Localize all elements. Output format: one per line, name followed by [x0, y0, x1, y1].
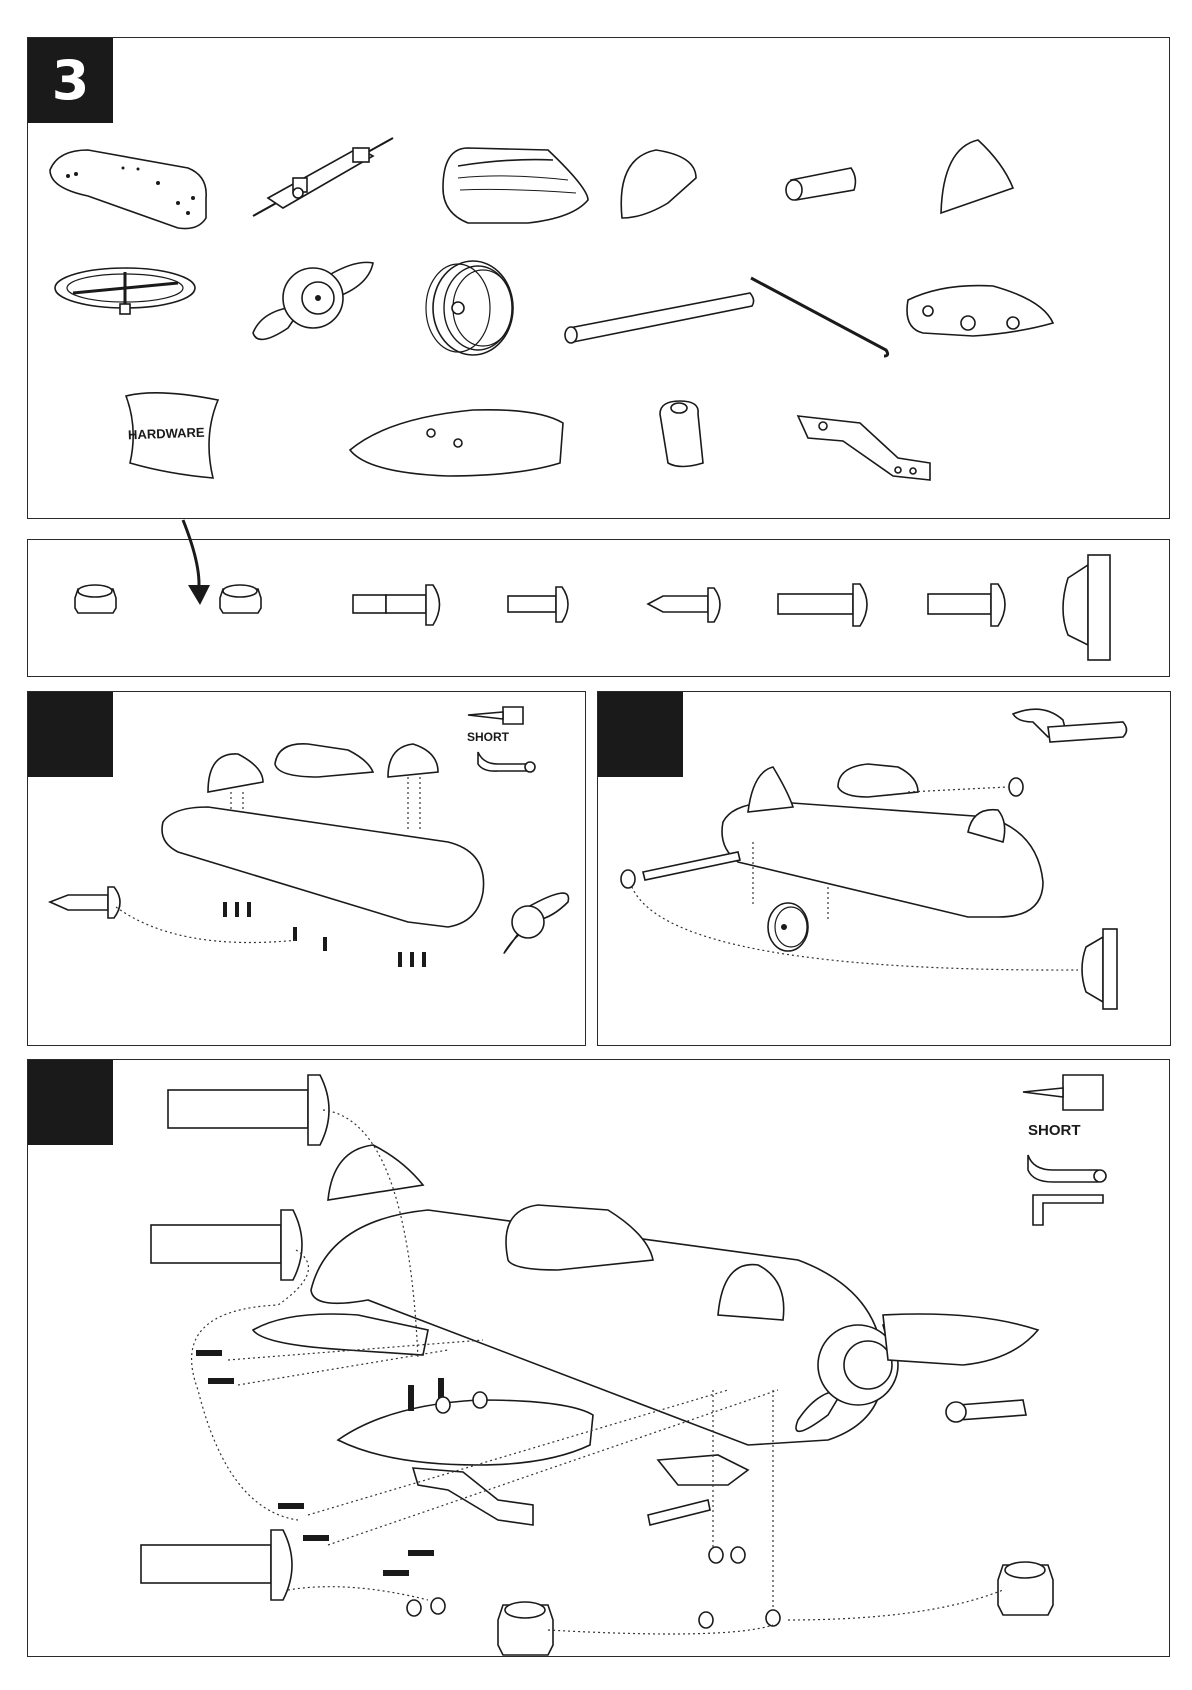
- nose-bumper-part: [907, 286, 1053, 336]
- seat: [838, 764, 918, 797]
- lock-nut-large: [220, 585, 261, 613]
- arrow-from-bag: [183, 520, 210, 605]
- parts-illustrations: [28, 38, 1171, 520]
- step-3a-tools: [28, 692, 587, 1047]
- lock-nut-large-1: [498, 1602, 553, 1655]
- screwdriver-size-label: SHORT: [467, 730, 509, 744]
- screwdriver-icon: [1023, 1075, 1103, 1110]
- lock-nut: [1009, 778, 1023, 796]
- machine-screw-short: [508, 587, 568, 622]
- right-wing: [883, 1314, 1038, 1365]
- steering-assembly-part: [253, 138, 393, 216]
- tail-fin-part: [941, 140, 1013, 213]
- fuselage-part: [50, 150, 206, 229]
- lock-nut-small: [75, 585, 116, 613]
- hammer-icon: [1013, 709, 1127, 742]
- wheel-part: [426, 261, 513, 355]
- propeller-part: [253, 262, 373, 339]
- long-axle-part: [565, 293, 754, 343]
- step-3c-illustration: [28, 1060, 1171, 1658]
- steering-wheel-part: [55, 268, 195, 314]
- screwdriver-size-label-2: SHORT: [1028, 1122, 1081, 1139]
- steering-shaft: [958, 1400, 1026, 1420]
- machine-screw-long: [778, 584, 867, 626]
- step-3a-panel: [27, 691, 586, 1046]
- tail-fin: [748, 767, 793, 812]
- step-3c-panel: [27, 1059, 1170, 1657]
- wheel: [768, 903, 808, 951]
- bushing-part: [660, 401, 703, 467]
- axle-rod: [643, 852, 740, 880]
- machine-screw-medium: [928, 584, 1005, 626]
- end-cap: [1082, 929, 1117, 1009]
- bolt-large-3: [141, 1530, 292, 1600]
- parts-panel: [27, 37, 1170, 519]
- bolt-large-2: [151, 1210, 302, 1280]
- lock-nut-large-2: [998, 1562, 1053, 1615]
- bracket-part: [798, 416, 930, 480]
- wing-part: [350, 410, 563, 476]
- end-cap: [1063, 555, 1110, 660]
- tail-fin: [328, 1145, 423, 1200]
- steering-rod: [648, 1500, 710, 1525]
- steering-linkage: [658, 1455, 748, 1485]
- step-3b-illustration: [598, 692, 1172, 1047]
- hardware-bag-label: HARDWARE: [127, 424, 205, 443]
- shoulder-bolt: [353, 585, 440, 625]
- step-3b-panel: [597, 691, 1171, 1046]
- allen-key-icon: [1033, 1195, 1103, 1225]
- step-number: 3: [51, 49, 90, 112]
- hardware-illustrations: [28, 540, 1171, 678]
- wing-bracket: [413, 1468, 533, 1525]
- rod-part: [751, 278, 888, 356]
- wrench-icon: [478, 752, 535, 772]
- bolt-large-1: [168, 1075, 329, 1145]
- cowl-part: [621, 150, 696, 218]
- hardware-panel: [27, 539, 1170, 677]
- screwdriver-icon: [468, 707, 523, 724]
- wood-screw: [648, 588, 720, 622]
- axle-cap: [621, 870, 635, 888]
- axle-tube-part: [786, 168, 855, 200]
- seat-part: [443, 148, 588, 223]
- wrench-icon: [1028, 1155, 1106, 1182]
- seat: [506, 1205, 653, 1270]
- stabilizer: [253, 1314, 428, 1355]
- main-wing: [338, 1400, 593, 1465]
